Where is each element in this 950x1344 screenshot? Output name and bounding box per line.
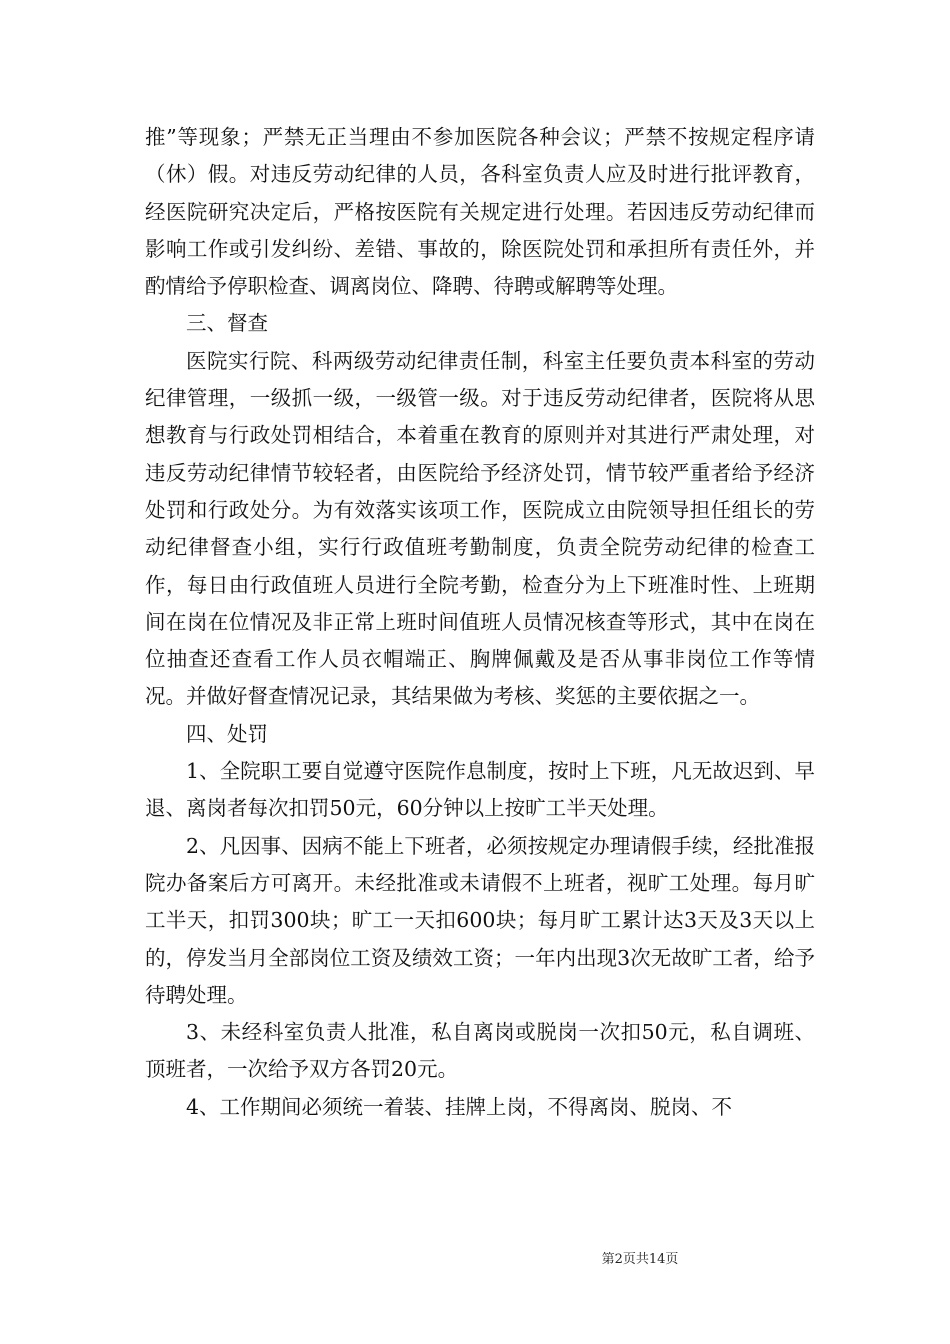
paragraph-penalty-4: 4、工作期间必须统一着装、挂牌上岗，不得离岗、脱岗、不 <box>186 1094 733 1119</box>
section-heading-supervision: 三、督查 <box>186 311 268 336</box>
document-body <box>145 119 815 1126</box>
paragraph-penalty-3: 3、未经科室负责人批准，私自离岗或脱岗一次扣50元，私自调班、顶班者，一次给予双方各罚20元。 <box>145 1020 815 1082</box>
paragraph-penalty-1: 1、全院职工要自觉遵守医院作息制度，按时上下班，凡无故迟到、早退、离岗者每次扣罚50元，60分钟以上按旷工半天处理。 <box>145 759 815 821</box>
paragraph-continuation: 推”等现象；严禁无正当理由不参加医院各种会议；严禁不按规定程序请（休）假。对违反劳动纪律的人员，各科室负责人应及时进行批评教育，经医院研究决定后，严格按医院有关规定进行处理。若因违反劳动纪律而影响工作或引发纠纷、差错、事故的，除医院处罚和承担所有责任外，并酌情给予停职检查、调离岗位、降聘、待聘或解聘等处理。 <box>145 125 815 299</box>
paragraph-penalty-2: 2、凡因事、因病不能上下班者，必须按规定办理请假手续，经批准报院办备案后方可离开。未经批准或未请假不上班者，视旷工处理。每月旷工半天，扣罚300块；旷工一天扣600块；每月旷工累计达3天及3天以上的，停发当月全部岗位工资及绩效工资；一年内出现3次无故旷工者，给予待聘处理。 <box>145 833 815 1007</box>
paragraph-supervision: 医院实行院、科两级劳动纪律责任制，科室主任要负责本科室的劳动纪律管理，一级抓一级，一级管一级。对于违反劳动纪律者，医院将从思想教育与行政处罚相结合，本着重在教育的原则并对其进行严肃处理，对违反劳动纪律情节较轻者，由医院给予经济处罚，情节较严重者给予经济处罚和行政处分。为有效落实该项工作，医院成立由院领导担任组长的劳动纪律督查小组，实行行政值班考勤制度，负责全院劳动纪律的检查工作，每日由行政值班人员进行全院考勤，检查分为上下班准时性、上班期间在岗在位情况及非正常上班时间值班人员情况核查等形式，其中在岗在位抽查还查看工作人员衣帽端正、胸牌佩戴及是否从事非岗位工作等情况。并做好督查情况记录，其结果做为考核、奖惩的主要依据之一。 <box>145 348 815 709</box>
section-heading-penalties: 四、处罚 <box>186 721 268 746</box>
page-number-footer: 第2页共14页 <box>601 1252 679 1267</box>
